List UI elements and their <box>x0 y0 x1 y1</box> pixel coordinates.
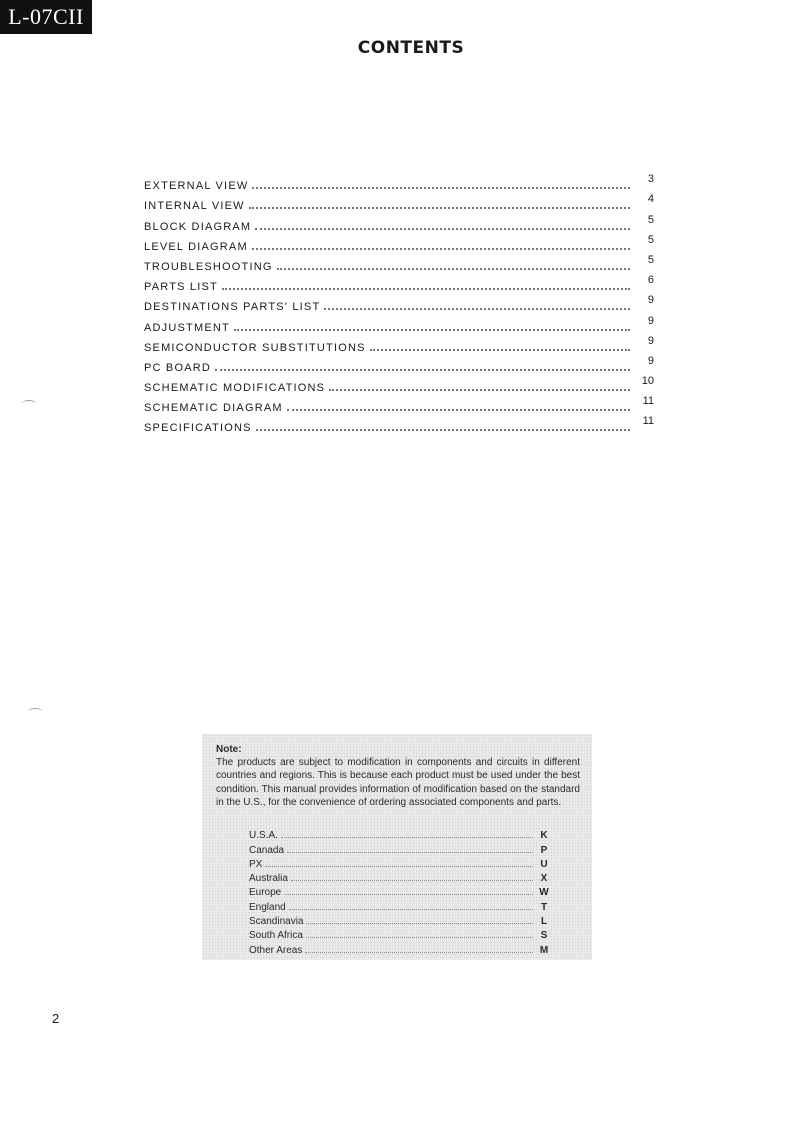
note-text: The products are subject to modification in components and circuits in different countries and regions. This is because each product must be used under the best condition. This manual provides information of modification based on the standard in the U.S., for the convenience of ordering associated components and parts. <box>216 757 580 808</box>
toc-entry-label: TROUBLESHOOTING <box>144 260 273 273</box>
note-title: Note: <box>216 744 242 755</box>
destination-leader <box>265 866 533 867</box>
destination-leader <box>284 894 533 895</box>
toc-entry-label: SCHEMATIC MODIFICATIONS <box>144 382 326 395</box>
toc-entry-label: SEMICONDUCTOR SUBSTITUTIONS <box>144 341 366 354</box>
toc-leader <box>222 288 630 290</box>
toc-entry[interactable] <box>144 192 654 212</box>
toc-leader <box>234 329 630 331</box>
model-badge: L-07CII <box>0 0 92 34</box>
destination-leader <box>306 937 533 938</box>
destination-code: W <box>539 887 549 899</box>
destination-code: S <box>540 930 548 942</box>
destination-note-box <box>202 734 592 960</box>
destination-row <box>249 898 549 912</box>
toc-entry-page: 9 <box>647 294 654 307</box>
destination-name: Canada <box>249 844 285 856</box>
toc-entry-label: ADJUSTMENT <box>144 321 230 334</box>
destination-code: L <box>540 916 548 928</box>
destination-leader <box>281 837 533 838</box>
toc-entry[interactable] <box>144 293 654 313</box>
toc-entry-page: 9 <box>647 354 654 367</box>
toc-entry[interactable] <box>144 354 654 374</box>
destination-code: T <box>540 901 548 913</box>
toc-leader <box>287 409 630 411</box>
destination-leader <box>289 909 533 910</box>
toc-leader <box>324 308 630 310</box>
toc-entry-label: SCHEMATIC DIAGRAM <box>144 402 283 415</box>
scan-mark <box>22 400 36 407</box>
toc-entry-page: 5 <box>647 213 654 226</box>
destination-leader <box>305 952 533 953</box>
destination-name: Scandinavia <box>249 916 304 928</box>
scan-mark <box>28 708 42 715</box>
destination-code: X <box>540 873 548 885</box>
toc-entry-label: DESTINATIONS PARTS' LIST <box>144 301 321 314</box>
destination-row <box>249 941 549 955</box>
toc-entry-page: 10 <box>641 375 654 388</box>
toc-leader <box>277 268 630 270</box>
toc-entry-label: LEVEL DIAGRAM <box>144 240 248 253</box>
destination-row <box>249 870 549 884</box>
toc-entry-page: 9 <box>647 334 654 347</box>
toc-leader <box>255 228 630 230</box>
destination-leader <box>291 880 533 881</box>
toc-entry-label: PC BOARD <box>144 361 212 374</box>
destination-name: Australia <box>249 873 288 885</box>
destination-name: Europe <box>249 887 282 899</box>
toc-entry-page: 11 <box>642 415 654 428</box>
destination-code: M <box>539 944 549 956</box>
toc-leader <box>329 389 630 391</box>
toc-entry[interactable] <box>144 273 654 293</box>
destination-code: K <box>540 830 548 842</box>
destination-row <box>249 913 549 927</box>
toc-leader <box>252 187 630 189</box>
toc-entry[interactable] <box>144 313 654 333</box>
toc-entry-page: 5 <box>647 253 654 266</box>
destination-leader <box>306 923 533 924</box>
destination-row <box>249 841 549 855</box>
toc-entry-page: 3 <box>647 173 654 186</box>
toc-leader <box>249 207 630 209</box>
toc-leader <box>215 369 630 371</box>
destination-name: South Africa <box>249 930 303 942</box>
destination-name: England <box>249 901 286 913</box>
destination-row <box>249 827 549 841</box>
toc-entry[interactable] <box>144 414 654 434</box>
page-title: CONTENTS <box>357 38 465 58</box>
toc-entry[interactable] <box>144 212 654 232</box>
toc-entry-label: PARTS LIST <box>144 281 218 294</box>
destination-name: PX <box>249 858 263 870</box>
destination-code: U <box>540 858 548 870</box>
toc-entry[interactable] <box>144 172 654 192</box>
toc-entry-label: BLOCK DIAGRAM <box>144 220 252 233</box>
toc-entry-page: 11 <box>642 395 654 408</box>
toc-entry[interactable] <box>144 394 654 414</box>
destination-row <box>249 884 549 898</box>
toc-entry-page: 9 <box>647 314 654 327</box>
toc-entry[interactable] <box>144 253 654 273</box>
toc-leader <box>256 429 630 431</box>
page-number: 2 <box>52 1011 60 1026</box>
toc-entry-page: 6 <box>647 274 654 287</box>
toc-leader <box>370 349 630 351</box>
toc-entry-label: INTERNAL VIEW <box>144 200 245 213</box>
toc-entry-page: 5 <box>647 233 654 246</box>
destination-row <box>249 927 549 941</box>
toc-entry-page: 4 <box>647 193 654 206</box>
destination-row <box>249 856 549 870</box>
table-of-contents <box>144 172 654 434</box>
toc-entry-label: SPECIFICATIONS <box>144 422 252 435</box>
toc-entry-label: EXTERNAL VIEW <box>144 180 249 193</box>
destination-leader <box>287 852 533 853</box>
destination-name: Other Areas <box>249 944 303 956</box>
destination-name: U.S.A. <box>249 830 278 842</box>
toc-entry[interactable] <box>144 374 654 394</box>
toc-entry[interactable] <box>144 334 654 354</box>
toc-entry[interactable] <box>144 233 654 253</box>
toc-leader <box>252 248 630 250</box>
destination-code: P <box>540 844 548 856</box>
destination-list <box>249 827 549 956</box>
